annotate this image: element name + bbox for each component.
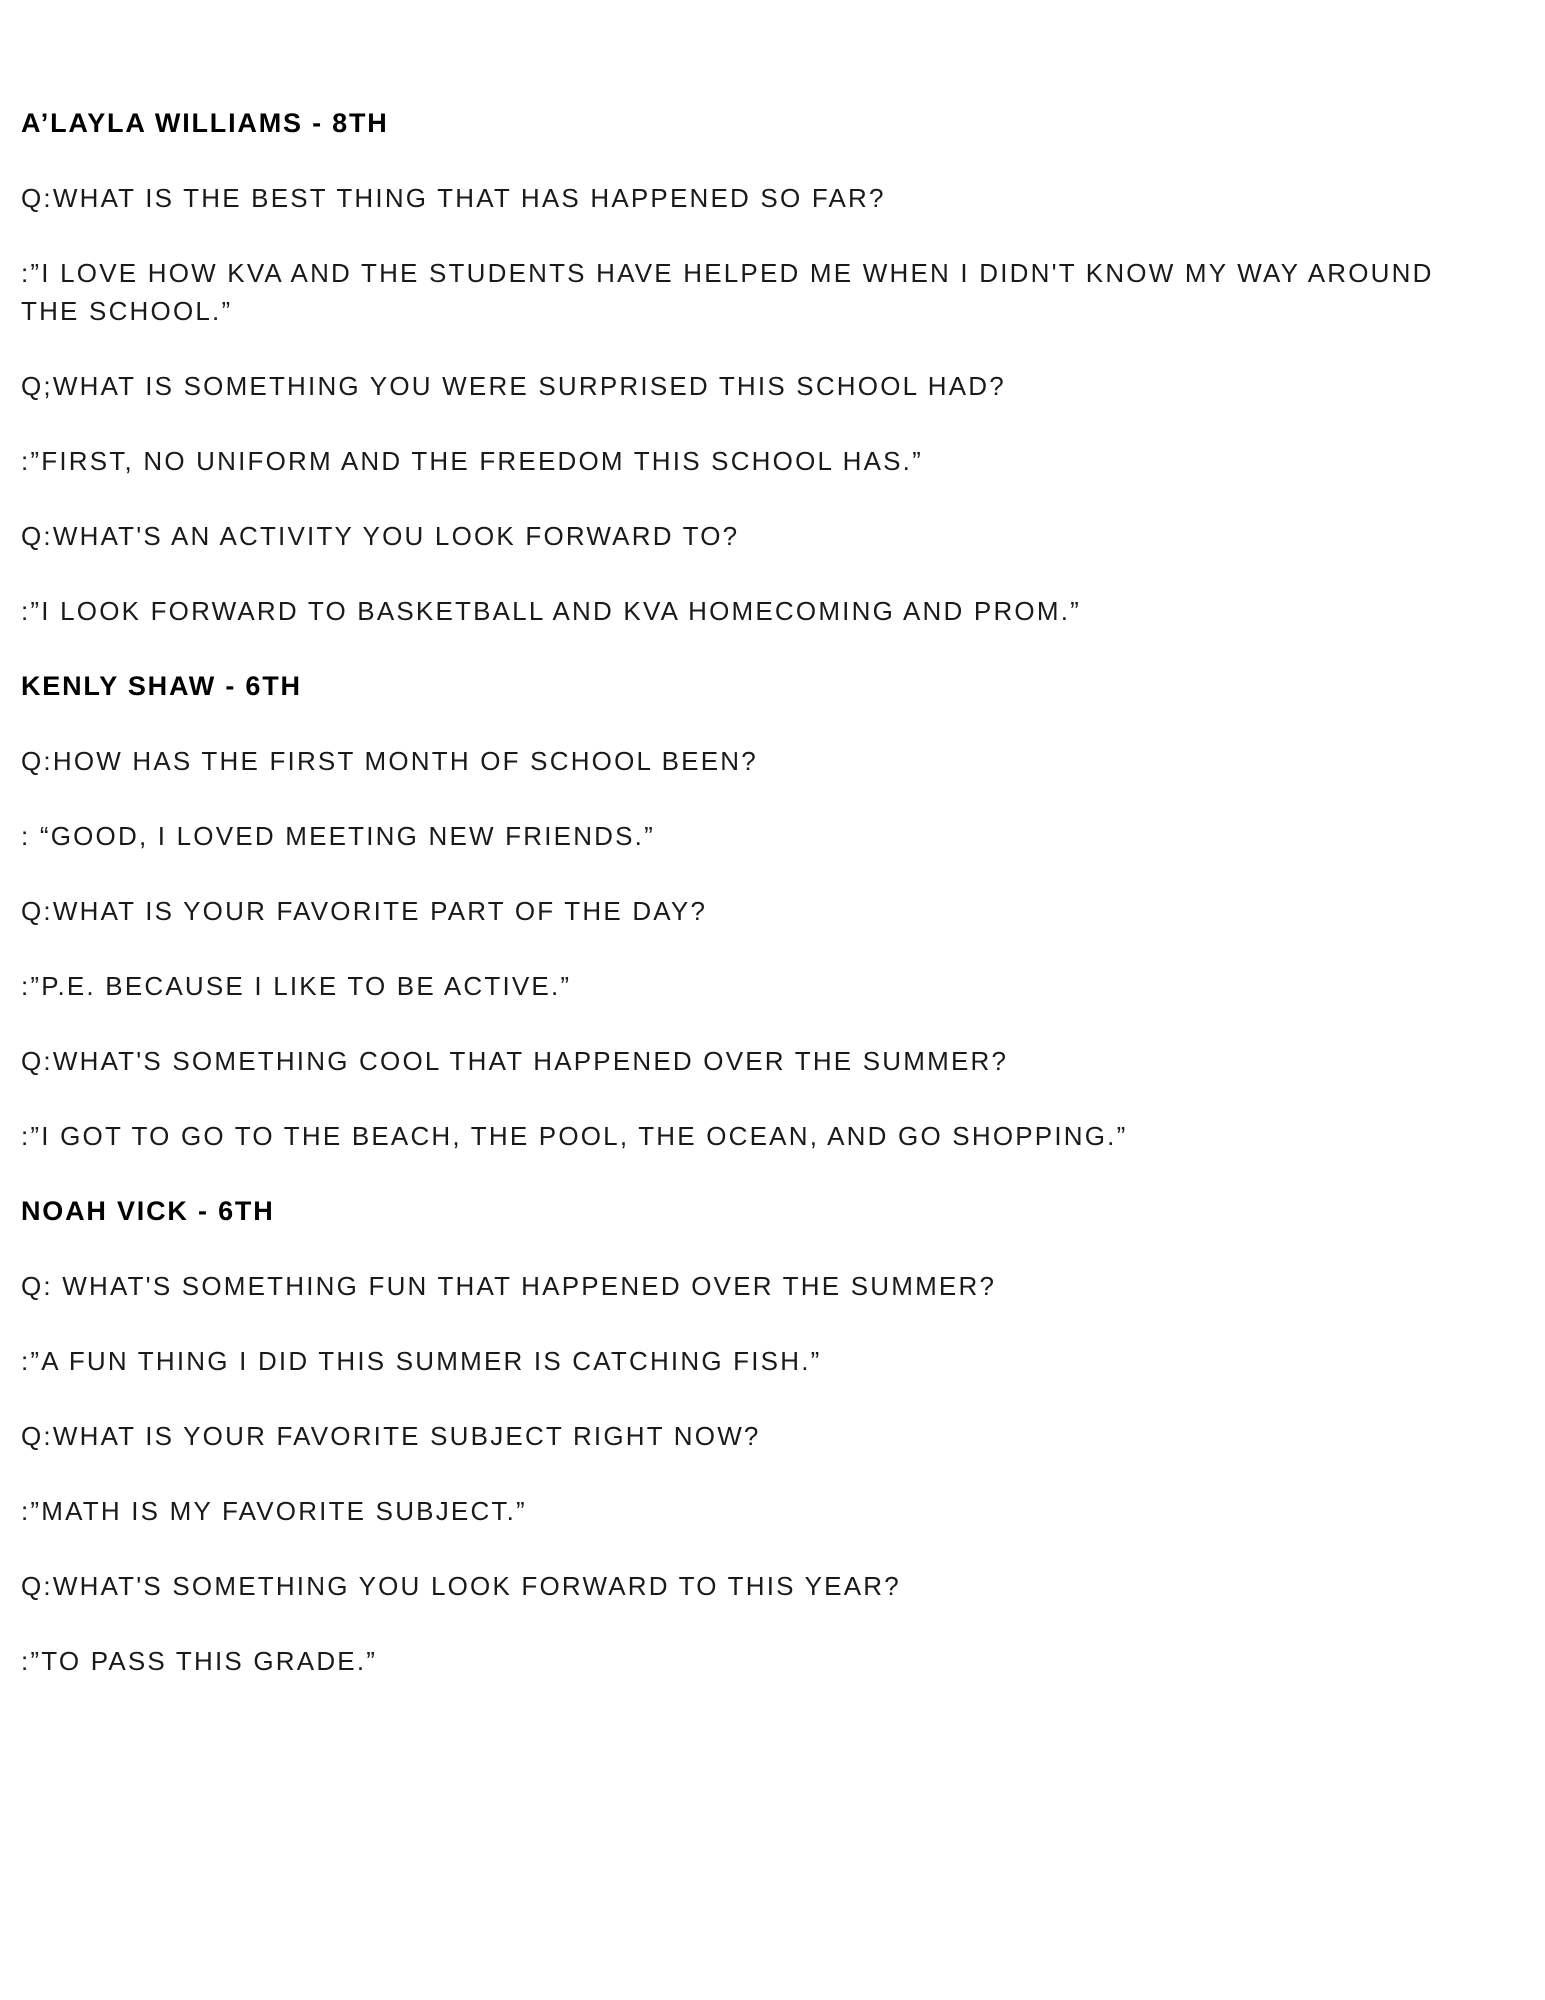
answer-text: :”I LOOK FORWARD TO BASKETBALL AND KVA HOMECOMING AND PROM.” <box>21 596 1081 626</box>
answer-text: :”I LOVE HOW KVA AND THE STUDENTS HAVE HELPED ME WHEN I DIDN'T KNOW MY WAY AROUND THE SCHOOL.” <box>21 258 1434 326</box>
question-text: Q:WHAT'S SOMETHING YOU LOOK FORWARD TO THIS YEAR? <box>21 1571 901 1601</box>
question-text: Q:WHAT IS YOUR FAVORITE SUBJECT RIGHT NOW? <box>21 1421 761 1451</box>
answer-text: :”I GOT TO GO TO THE BEACH, THE POOL, THE OCEAN, AND GO SHOPPING.” <box>21 1121 1128 1151</box>
answer-text: : “GOOD, I LOVED MEETING NEW FRIENDS.” <box>21 821 655 851</box>
interview-section-noah-vick <box>21 1192 1501 1680</box>
question-text: Q: WHAT'S SOMETHING FUN THAT HAPPENED OVER THE SUMMER? <box>21 1271 997 1301</box>
answer-text: :”MATH IS MY FAVORITE SUBJECT.” <box>21 1496 527 1526</box>
answer-text: :”A FUN THING I DID THIS SUMMER IS CATCHING FISH.” <box>21 1346 822 1376</box>
document-page <box>21 104 1501 1717</box>
question-text: Q:WHAT'S SOMETHING COOL THAT HAPPENED OVER THE SUMMER? <box>21 1046 1009 1076</box>
student-name-heading: KENLY SHAW - 6TH <box>21 671 302 701</box>
question-text: Q;WHAT IS SOMETHING YOU WERE SURPRISED THIS SCHOOL HAD? <box>21 371 1006 401</box>
interview-section-alayla-williams <box>21 104 1501 630</box>
question-text: Q:WHAT IS YOUR FAVORITE PART OF THE DAY? <box>21 896 708 926</box>
answer-text: :”TO PASS THIS GRADE.” <box>21 1646 378 1676</box>
question-text: Q:HOW HAS THE FIRST MONTH OF SCHOOL BEEN? <box>21 746 758 776</box>
question-text: Q:WHAT'S AN ACTIVITY YOU LOOK FORWARD TO? <box>21 521 740 551</box>
student-name-heading: A’LAYLA WILLIAMS - 8TH <box>21 108 389 138</box>
answer-text: :”FIRST, NO UNIFORM AND THE FREEDOM THIS SCHOOL HAS.” <box>21 446 923 476</box>
interview-section-kenly-shaw <box>21 667 1501 1155</box>
student-name-heading: NOAH VICK - 6TH <box>21 1196 275 1226</box>
question-text: Q:WHAT IS THE BEST THING THAT HAS HAPPENED SO FAR? <box>21 183 886 213</box>
answer-text: :”P.E. BECAUSE I LIKE TO BE ACTIVE.” <box>21 971 572 1001</box>
